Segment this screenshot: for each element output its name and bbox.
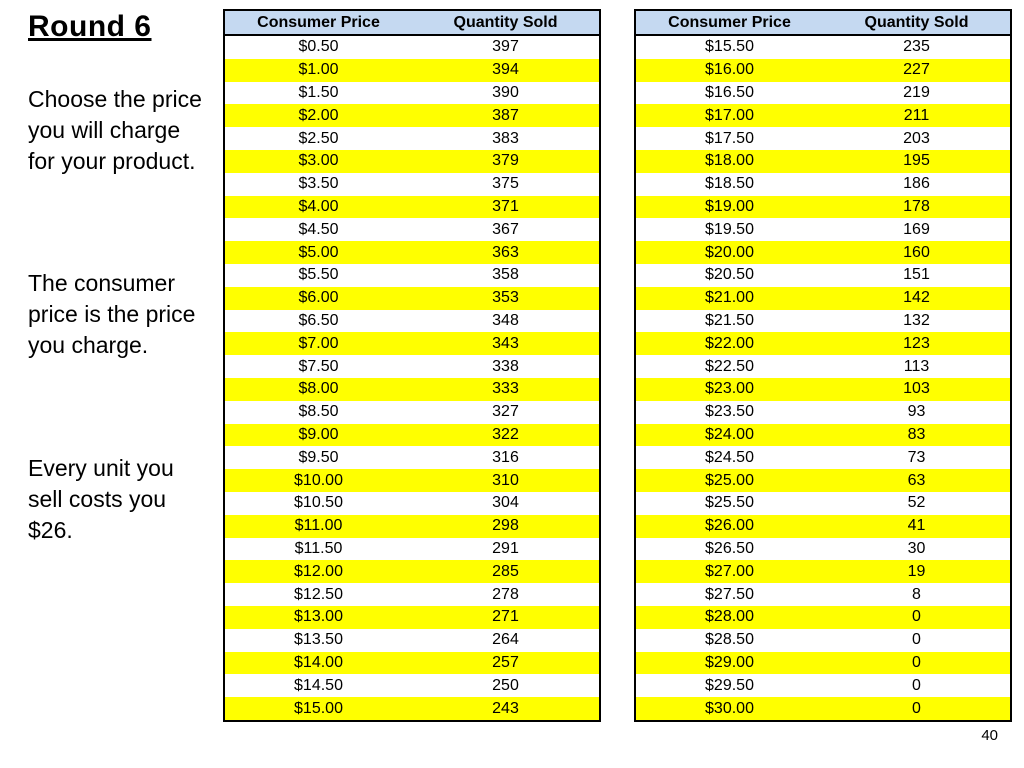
price-cell: $8.00 xyxy=(298,380,339,398)
price-cell: $10.00 xyxy=(294,471,343,489)
quantity-cell: 353 xyxy=(492,289,519,307)
quantity-cell: 333 xyxy=(492,380,519,398)
price-cell: $6.50 xyxy=(298,311,339,329)
table-row xyxy=(636,241,1010,264)
table-header xyxy=(225,11,599,36)
header-consumer-price: Consumer Price xyxy=(257,13,380,31)
price-cell: $25.50 xyxy=(705,494,754,512)
quantity-cell: 250 xyxy=(492,676,519,694)
quantity-cell: 379 xyxy=(492,152,519,170)
quantity-cell: 186 xyxy=(903,175,930,193)
table-row xyxy=(636,424,1010,447)
quantity-cell: 298 xyxy=(492,517,519,535)
quantity-cell: 113 xyxy=(903,357,930,375)
header-quantity-sold: Quantity Sold xyxy=(453,13,558,31)
table-row xyxy=(636,36,1010,59)
price-cell: $14.50 xyxy=(294,676,343,694)
quantity-cell: 387 xyxy=(492,106,519,124)
table-row xyxy=(636,264,1010,287)
quantity-cell: 203 xyxy=(903,129,930,147)
quantity-cell: 304 xyxy=(492,494,519,512)
table-row xyxy=(225,446,599,469)
quantity-cell: 151 xyxy=(903,266,930,284)
table-row xyxy=(636,492,1010,515)
table-row xyxy=(225,150,599,173)
table-row xyxy=(225,492,599,515)
quantity-cell: 0 xyxy=(912,608,921,626)
table-row xyxy=(225,606,599,629)
price-cell: $22.50 xyxy=(705,357,754,375)
quantity-cell: 63 xyxy=(907,471,926,489)
slide-title: Round 6 xyxy=(28,10,152,43)
quantity-cell: 8 xyxy=(912,585,921,603)
price-cell: $14.00 xyxy=(294,653,343,671)
price-cell: $13.00 xyxy=(294,608,343,626)
price-cell: $15.50 xyxy=(705,38,754,56)
table-row xyxy=(225,59,599,82)
quantity-cell: 397 xyxy=(492,38,519,56)
price-cell: $5.50 xyxy=(298,266,339,284)
table-row xyxy=(225,196,599,219)
price-cell: $28.00 xyxy=(705,608,754,626)
quantity-cell: 285 xyxy=(492,562,519,580)
quantity-cell: 73 xyxy=(907,448,926,466)
price-cell: $26.00 xyxy=(705,517,754,535)
quantity-cell: 52 xyxy=(907,494,926,512)
table-row xyxy=(636,59,1010,82)
table-row xyxy=(225,652,599,675)
header-quantity-sold: Quantity Sold xyxy=(864,13,969,31)
table-row xyxy=(225,241,599,264)
table-row xyxy=(225,515,599,538)
quantity-cell: 243 xyxy=(492,699,519,717)
table-row xyxy=(636,515,1010,538)
price-cell: $8.50 xyxy=(298,403,339,421)
price-cell: $21.50 xyxy=(705,311,754,329)
table-row xyxy=(225,127,599,150)
cost-paragraph: Every unit you sell costs you $26. xyxy=(28,455,174,543)
price-cell: $2.50 xyxy=(298,129,339,147)
table-row xyxy=(225,310,599,333)
quantity-cell: 227 xyxy=(903,61,930,79)
quantity-cell: 0 xyxy=(912,631,921,649)
table-row xyxy=(225,264,599,287)
price-cell: $3.50 xyxy=(298,175,339,193)
price-cell: $10.50 xyxy=(294,494,343,512)
quantity-cell: 211 xyxy=(903,106,930,124)
price-cell: $9.00 xyxy=(298,425,339,443)
table-body-right xyxy=(636,36,1010,720)
price-cell: $19.50 xyxy=(705,220,754,238)
price-cell: $25.00 xyxy=(705,471,754,489)
table-row xyxy=(225,104,599,127)
quantity-cell: 0 xyxy=(912,676,921,694)
table-row xyxy=(636,469,1010,492)
table-row xyxy=(225,287,599,310)
price-cell: $27.50 xyxy=(705,585,754,603)
price-cell: $7.50 xyxy=(298,357,339,375)
table-row xyxy=(225,560,599,583)
quantity-cell: 338 xyxy=(492,357,519,375)
instruction-paragraph: Choose the price you will charge for your product. xyxy=(28,86,202,174)
price-cell: $17.00 xyxy=(705,106,754,124)
quantity-cell: 363 xyxy=(492,243,519,261)
table-body-left xyxy=(225,36,599,720)
table-row xyxy=(636,560,1010,583)
price-cell: $21.00 xyxy=(705,289,754,307)
quantity-cell: 343 xyxy=(492,334,519,352)
price-cell: $11.50 xyxy=(294,539,343,557)
price-cell: $27.00 xyxy=(705,562,754,580)
table-row xyxy=(636,538,1010,561)
table-header xyxy=(636,11,1010,36)
quantity-cell: 375 xyxy=(492,175,519,193)
quantity-cell: 83 xyxy=(907,425,926,443)
table-row xyxy=(225,355,599,378)
quantity-cell: 322 xyxy=(492,425,519,443)
quantity-cell: 383 xyxy=(492,129,519,147)
price-cell: $0.50 xyxy=(298,38,339,56)
quantity-cell: 160 xyxy=(903,243,930,261)
table-row xyxy=(636,583,1010,606)
quantity-cell: 132 xyxy=(903,311,930,329)
price-cell: $12.50 xyxy=(294,585,343,603)
table-row xyxy=(636,218,1010,241)
table-row xyxy=(225,401,599,424)
quantity-cell: 310 xyxy=(492,471,519,489)
quantity-cell: 103 xyxy=(903,380,930,398)
quantity-cell: 264 xyxy=(492,631,519,649)
quantity-cell: 358 xyxy=(492,266,519,284)
price-cell: $6.00 xyxy=(298,289,339,307)
table-row xyxy=(225,378,599,401)
price-cell: $16.50 xyxy=(705,83,754,101)
table-row xyxy=(636,697,1010,720)
price-table-left xyxy=(223,9,601,722)
table-row xyxy=(225,36,599,59)
table-row xyxy=(636,150,1010,173)
quantity-cell: 235 xyxy=(903,38,930,56)
table-row xyxy=(636,127,1010,150)
table-row xyxy=(636,446,1010,469)
table-row xyxy=(636,652,1010,675)
price-cell: $1.00 xyxy=(298,61,339,79)
price-cell: $17.50 xyxy=(705,129,754,147)
price-cell: $4.50 xyxy=(298,220,339,238)
table-row xyxy=(636,287,1010,310)
table-row xyxy=(225,583,599,606)
table-row xyxy=(636,196,1010,219)
table-row xyxy=(225,218,599,241)
price-cell: $13.50 xyxy=(294,631,343,649)
table-row xyxy=(636,173,1010,196)
quantity-cell: 19 xyxy=(907,562,926,580)
price-cell: $5.00 xyxy=(298,243,339,261)
price-cell: $18.00 xyxy=(705,152,754,170)
price-table-right xyxy=(634,9,1012,722)
table-row xyxy=(636,310,1010,333)
table-row xyxy=(225,538,599,561)
price-cell: $29.50 xyxy=(705,676,754,694)
quantity-cell: 348 xyxy=(492,311,519,329)
table-row xyxy=(636,378,1010,401)
table-row xyxy=(636,332,1010,355)
price-cell: $16.00 xyxy=(705,61,754,79)
price-cell: $7.00 xyxy=(298,334,339,352)
price-cell: $29.00 xyxy=(705,653,754,671)
quantity-cell: 257 xyxy=(492,653,519,671)
table-row xyxy=(225,469,599,492)
quantity-cell: 93 xyxy=(907,403,926,421)
table-row xyxy=(225,424,599,447)
table-row xyxy=(636,674,1010,697)
price-cell: $24.50 xyxy=(705,448,754,466)
table-row xyxy=(225,697,599,720)
quantity-cell: 271 xyxy=(492,608,519,626)
table-row xyxy=(225,82,599,105)
price-cell: $23.50 xyxy=(705,403,754,421)
price-cell: $4.00 xyxy=(298,197,339,215)
quantity-cell: 316 xyxy=(492,448,519,466)
price-cell: $12.00 xyxy=(294,562,343,580)
quantity-cell: 123 xyxy=(903,334,930,352)
price-cell: $20.50 xyxy=(705,266,754,284)
table-row xyxy=(636,401,1010,424)
quantity-cell: 41 xyxy=(907,517,926,535)
quantity-cell: 195 xyxy=(903,152,930,170)
price-cell: $1.50 xyxy=(298,83,339,101)
quantity-cell: 278 xyxy=(492,585,519,603)
quantity-cell: 0 xyxy=(912,699,921,717)
price-cell: $18.50 xyxy=(705,175,754,193)
table-row xyxy=(636,629,1010,652)
quantity-cell: 178 xyxy=(903,197,930,215)
price-cell: $30.00 xyxy=(705,699,754,717)
quantity-cell: 219 xyxy=(903,83,930,101)
quantity-cell: 327 xyxy=(492,403,519,421)
price-cell: $19.00 xyxy=(705,197,754,215)
price-cell: $2.00 xyxy=(298,106,339,124)
table-row xyxy=(225,173,599,196)
quantity-cell: 394 xyxy=(492,61,519,79)
definition-paragraph: The consumer price is the price you charge. xyxy=(28,270,196,358)
price-cell: $11.00 xyxy=(294,517,343,535)
quantity-cell: 390 xyxy=(492,83,519,101)
quantity-cell: 142 xyxy=(903,289,930,307)
price-cell: $22.00 xyxy=(705,334,754,352)
price-cell: $9.50 xyxy=(298,448,339,466)
price-cell: $20.00 xyxy=(705,243,754,261)
table-row xyxy=(636,104,1010,127)
quantity-cell: 371 xyxy=(492,197,519,215)
header-consumer-price: Consumer Price xyxy=(668,13,791,31)
table-row xyxy=(636,82,1010,105)
price-cell: $24.00 xyxy=(705,425,754,443)
price-cell: $26.50 xyxy=(705,539,754,557)
table-row xyxy=(225,332,599,355)
price-cell: $28.50 xyxy=(705,631,754,649)
quantity-cell: 291 xyxy=(492,539,519,557)
table-row xyxy=(636,606,1010,629)
quantity-cell: 0 xyxy=(912,653,921,671)
quantity-cell: 367 xyxy=(492,220,519,238)
quantity-cell: 169 xyxy=(903,220,930,238)
table-row xyxy=(225,674,599,697)
table-row xyxy=(225,629,599,652)
price-cell: $15.00 xyxy=(294,699,343,717)
table-row xyxy=(636,355,1010,378)
price-cell: $3.00 xyxy=(298,152,339,170)
price-cell: $23.00 xyxy=(705,380,754,398)
page-number: 40 xyxy=(981,727,998,744)
quantity-cell: 30 xyxy=(907,539,926,557)
